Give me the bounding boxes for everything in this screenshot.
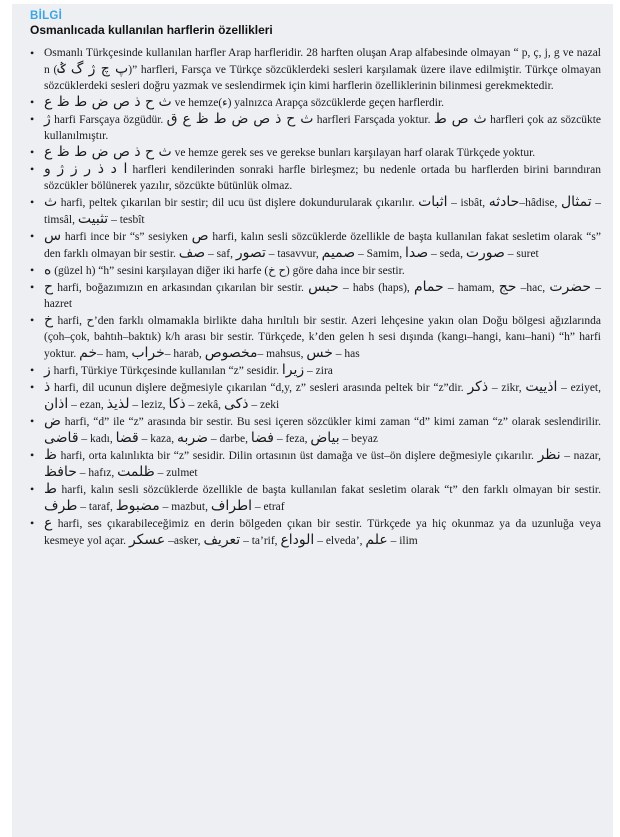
body-text: – zira: [304, 365, 333, 377]
body-text: – tasavvur,: [265, 248, 322, 260]
body-text: harfleri kendilerinden sonraki harfle birleşmez; bu nedenle ortada bu harflerden birini barındıran sözcükler bölünerek yazılır, sözcükte bütünlük olmaz.: [44, 164, 601, 192]
body-text: – zeki: [248, 399, 280, 411]
arabic-text: ا د ذ ر ز ژ و: [44, 161, 128, 177]
list-item: [28, 262, 601, 279]
arabic-text: ظ: [44, 447, 57, 463]
arabic-text: مخصوص: [204, 345, 258, 361]
body-text: harfi, ح’den farklı olmamakla birlikte daha hırıltılı bir sestir. Azeri lehçesine yakın olan Doğu bölgesi ağızlarında (çoh–çok, bahtıh–baktık) k/h arası bir sestir. Türkçede, k’den gelen h sesi dışında (kangı–hangi, kanı–hani) “h” harfi yoktur.: [44, 315, 601, 360]
arabic-text: مضبوط: [115, 498, 160, 514]
arabic-text: ذكر: [467, 379, 489, 395]
arabic-text: حبس: [308, 279, 339, 295]
body-text: – zikr,: [488, 382, 526, 394]
arabic-text: نظر: [537, 447, 561, 463]
body-text: – seda,: [428, 248, 466, 260]
body-text: – mazbut,: [159, 501, 211, 513]
arabic-text: صورت: [465, 245, 505, 261]
body-text: – leziz,: [129, 399, 169, 411]
list-item: [28, 144, 601, 161]
arabic-text: حافظ: [44, 464, 77, 480]
body-text: Osmanlı Türkçesinde kullanılan harfler Arap harfleridir. 28 harften oluşan Arap alfabesinde olmayan “ p, ç, j, g ve nazal n (: [44, 47, 601, 76]
body-text: – tesbît: [108, 214, 145, 226]
arabic-text: قضا: [115, 430, 139, 446]
body-text: – zekâ,: [185, 399, 224, 411]
body-text: harfi, dil ucunun dişlere değmesiyle çıkarılan “d,y, z” sesleri arasında peltek bir “z”dir.: [50, 382, 468, 394]
list-item: [28, 413, 601, 447]
body-text: – ta’rif,: [240, 535, 281, 547]
arabic-text: ذكا: [168, 396, 186, 412]
body-text: – zulmet: [154, 467, 198, 479]
arabic-text: ث: [44, 194, 58, 210]
body-text: )” harfleri, Farsça ve Türkçe sözcüklerdeki sesleri karşılamak üzere ilave edilmiştir. Türkçe olmayan sözcüklerdeki sesleri doğru yazmak ve seslendirmek için kimi harflerin özelliklerinin bilinmesi gerekmektedir.: [44, 64, 602, 92]
body-text: –hac,: [516, 282, 550, 294]
body-text: – beyaz: [339, 433, 378, 445]
arabic-text: تصور: [235, 245, 266, 261]
list-item: [28, 228, 601, 262]
body-text: harfi, kalın sesli sözcüklerde özellikle de başta kullanılan fakat sesletim olarak “s” den farklı olmayan bir sestir.: [44, 231, 601, 260]
body-text: – has: [332, 348, 360, 360]
arabic-text: صف: [178, 245, 206, 261]
info-panel: [12, 4, 613, 837]
arabic-text: ظلمت: [117, 464, 155, 480]
list-item: [28, 379, 601, 413]
info-list: [28, 45, 601, 549]
list-item: [28, 362, 601, 379]
body-text: –hâdise,: [519, 197, 561, 209]
list-item: [28, 481, 601, 515]
body-text: harfi, boğazımızın en arkasından çıkarılan bir sestir.: [53, 282, 309, 294]
body-text: – feza,: [273, 433, 311, 445]
arabic-text: الوداع: [280, 532, 315, 548]
body-text: – hamam,: [443, 282, 499, 294]
body-text: – kadı,: [78, 433, 116, 445]
list-item: [28, 312, 601, 362]
body-text: – darbe,: [208, 433, 251, 445]
body-text: – taraf,: [77, 501, 116, 513]
body-text: – etraf: [252, 501, 285, 513]
list-item: [28, 161, 601, 194]
arabic-text: ذ: [44, 379, 51, 395]
arabic-text: اثبات: [418, 194, 448, 210]
list-item: [28, 279, 601, 312]
body-text: – hafız,: [76, 467, 118, 479]
arabic-text: ط: [44, 481, 57, 497]
body-text: – isbât,: [447, 197, 489, 209]
arabic-text: خراب: [131, 345, 165, 361]
list-item: [28, 94, 601, 111]
body-text: – elveda’,: [314, 535, 366, 547]
arabic-text: بياض: [310, 430, 340, 446]
body-text: harfi, “d” ile “z” arasında bir sestir. Bu sesi içeren sözcükler kimi zaman “d” kimi zaman “z” olarak seslendirilir.: [60, 416, 601, 428]
list-item: [28, 45, 601, 94]
body-text: harfi Farsçaya özgüdür.: [50, 114, 167, 126]
body-text: – suret: [504, 248, 539, 260]
list-item: [28, 447, 601, 481]
body-text: harfi, orta kalınlıkta bir “z” sesidir. Dilin ortasının üst damağa ve üst–ön dişlere değmesiyle çıkarılır.: [56, 450, 538, 462]
body-text: – mahsus,: [257, 348, 307, 360]
arabic-text: ژ: [44, 111, 51, 127]
arabic-text: تمثال: [560, 194, 592, 210]
arabic-text: حضرت: [549, 279, 592, 295]
body-text: harfi, ses çıkarabileceğimiz en derin bölgeden çıkan bir sestir. Türkçede ya hiç okunmaz ya da uzunluğa veya kesmeye yol açar.: [44, 518, 601, 547]
body-text: –asker,: [165, 535, 204, 547]
body-text: – timsâl,: [44, 197, 601, 226]
arabic-text: فضا: [250, 430, 274, 446]
arabic-text: ث ح ذ ص ض ط ظ ع: [44, 94, 172, 110]
arabic-text: خس: [306, 345, 333, 361]
arabic-text: عسكر: [128, 532, 166, 548]
body-text: – saf,: [205, 248, 236, 260]
arabic-text: س: [44, 228, 62, 244]
arabic-text: اطراف: [210, 498, 253, 514]
body-text: – ilim: [387, 535, 418, 547]
body-text: – nazar,: [560, 450, 601, 462]
body-text: ve hemze gerek ses ve gerekse bunları karşılayan harf olarak Türkçede yoktur.: [171, 147, 536, 159]
body-text: – hazret: [44, 282, 601, 310]
arabic-text: تعريف: [203, 532, 241, 548]
arabic-text: اذييت: [525, 379, 558, 395]
arabic-text: ه: [44, 262, 52, 278]
arabic-text: ث ح ذ ص ض ط ظ ع ق: [166, 111, 314, 127]
arabic-text: ع: [44, 515, 53, 531]
arabic-text: اذان: [44, 396, 69, 412]
arabic-text: خم: [79, 345, 98, 361]
arabic-text: حج: [498, 279, 517, 295]
body-text: – kaza,: [138, 433, 178, 445]
body-text: – ham,: [97, 348, 132, 360]
arabic-text: پ چ ژ گ ݣ: [57, 61, 129, 77]
arabic-text: تثبيت: [77, 211, 109, 227]
body-text: harfleri çok az sözcükte kullanılmıştır.: [44, 114, 601, 142]
arabic-text: علم: [365, 532, 388, 548]
arabic-text: ص: [191, 228, 209, 244]
page-title: Osmanlıcada kullanılan harflerin özellikleri: [30, 23, 273, 37]
body-text: – ezan,: [68, 399, 107, 411]
body-text: – Samim,: [355, 248, 405, 260]
body-text: harfi, kalın sesli sözcüklerde özellikle de başta kullanılan fakat sesletim olarak “t” den farklı olmayan bir sestir.: [56, 484, 601, 496]
body-text: harfi ince bir “s” sesiyken: [61, 231, 192, 243]
body-text: harfleri Farsçada yoktur.: [313, 114, 434, 126]
arabic-text: طرف: [44, 498, 78, 514]
list-item: [28, 111, 601, 144]
arabic-text: ض: [44, 413, 61, 429]
arabic-text: قاضى: [44, 430, 79, 446]
body-text: harfi, peltek çıkarılan bir sestir; dil ucu üst dişlere dokundurularak çıkarılır.: [57, 197, 419, 209]
body-text: – harab,: [164, 348, 205, 360]
arabic-text: حمام: [414, 279, 444, 295]
arabic-text: ذكى: [223, 396, 249, 412]
arabic-text: صميم: [321, 245, 356, 261]
body-text: – habs (haps),: [338, 282, 414, 294]
arabic-text: ث ح ذ ص ض ط ظ ع: [44, 144, 172, 160]
arabic-text: زيرا: [281, 362, 305, 378]
arabic-text: ح: [44, 279, 54, 295]
arabic-text: ضربه: [177, 430, 209, 446]
body-text: ve hemze(ء) yalnızca Arapça sözcüklerde geçen harflerdir.: [171, 97, 445, 109]
arabic-text: لذيذ: [106, 396, 130, 412]
body-text: (güzel h) “h” sesini karşılayan diğer iki harfe (ح خ) göre daha ince bir sestir.: [51, 265, 405, 277]
body-text: – eziyet,: [557, 382, 601, 394]
arabic-text: ز: [44, 362, 51, 378]
info-label: BİLGİ: [30, 10, 63, 22]
arabic-text: صدا: [405, 245, 429, 261]
list-item: [28, 515, 601, 549]
arabic-text: حادثه: [488, 194, 520, 210]
arabic-text: ث ص ط: [433, 111, 487, 127]
arabic-text: خ: [44, 312, 54, 328]
list-item: [28, 194, 601, 228]
body-text: harfi, Türkiye Türkçesinde kullanılan “z” sesidir.: [50, 365, 282, 377]
